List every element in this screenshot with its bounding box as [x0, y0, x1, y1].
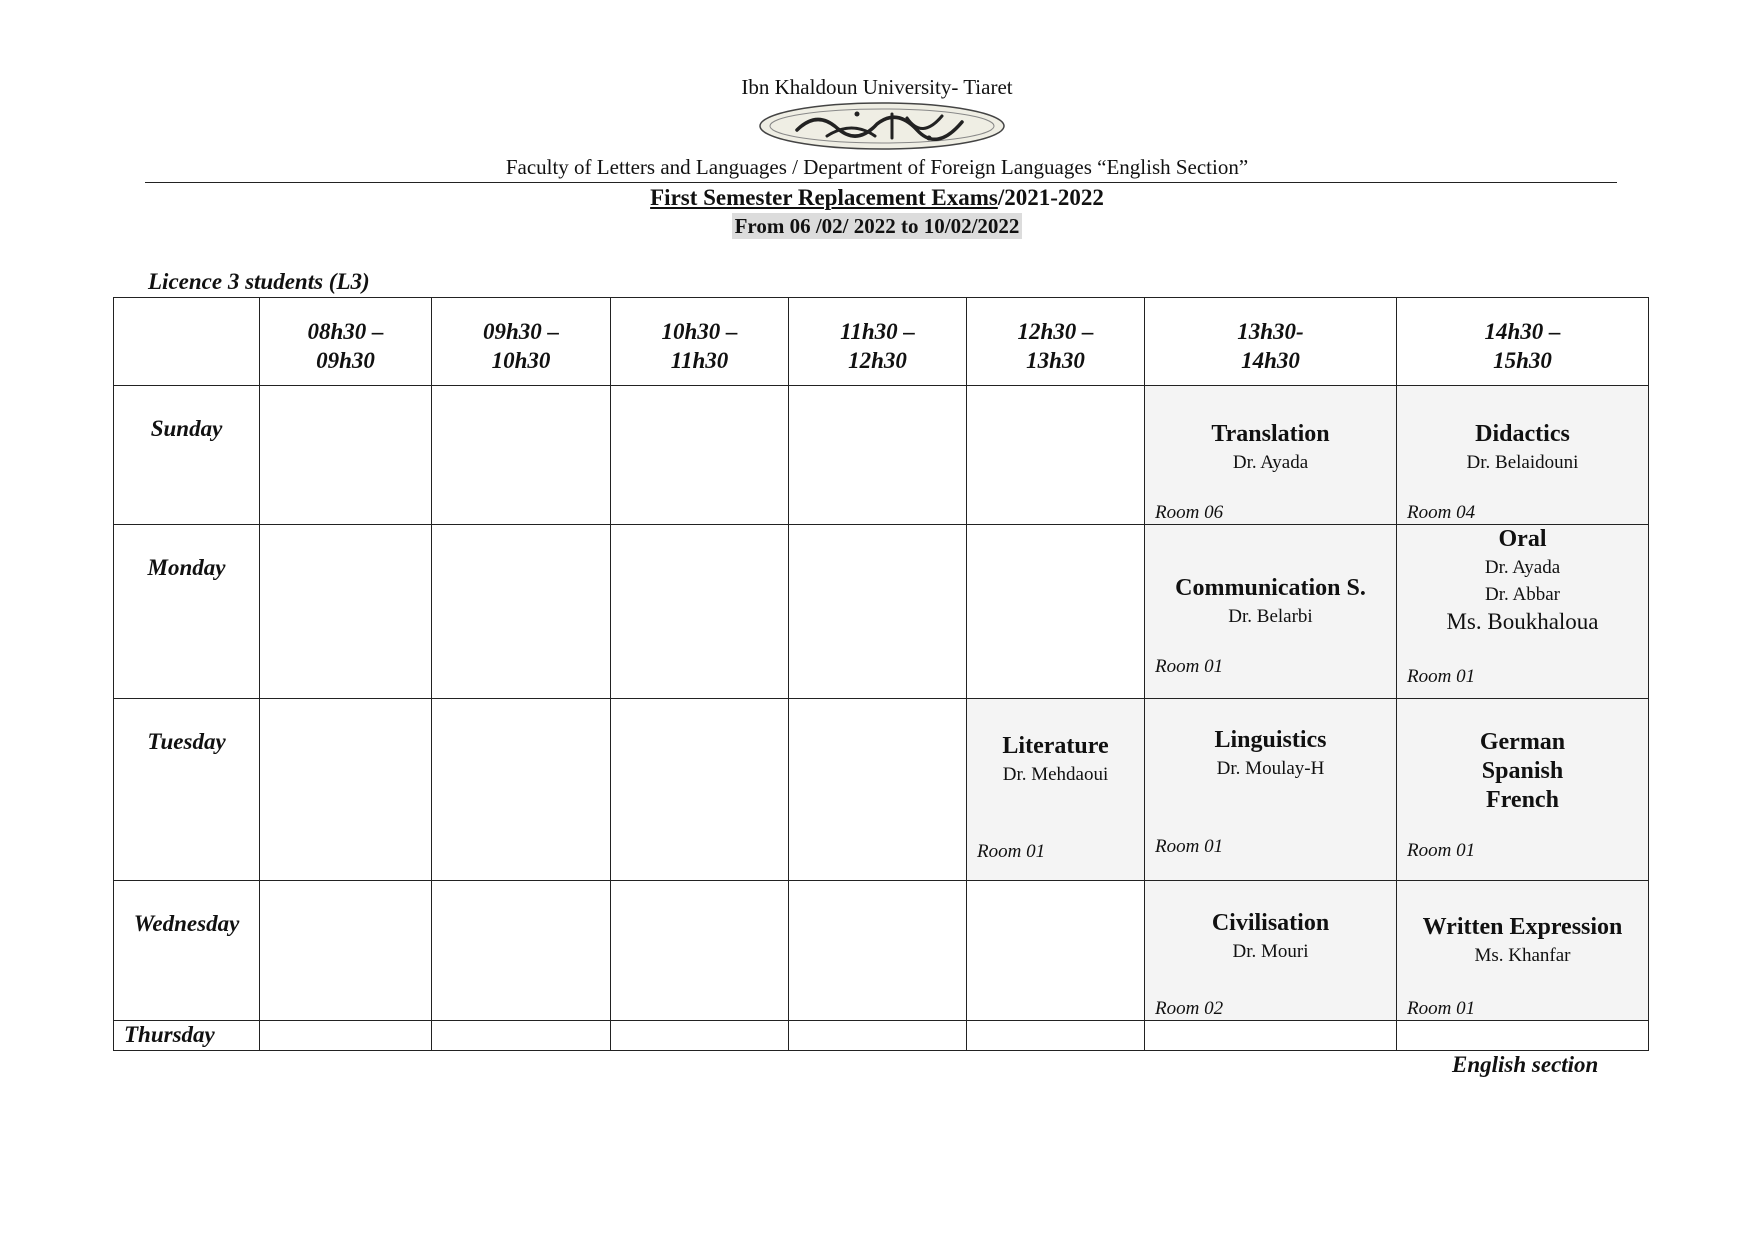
exam-cell — [1145, 881, 1397, 1021]
empty-cell — [789, 525, 967, 699]
exam-subject: Literature — [1002, 733, 1109, 759]
exam-teacher: Dr. Mouri — [1232, 941, 1309, 962]
empty-cell — [260, 525, 432, 699]
empty-cell — [432, 699, 611, 881]
day-label: Sunday — [114, 386, 260, 525]
exam-room: Room 01 — [1407, 666, 1476, 687]
table-row — [114, 525, 1649, 699]
exam-subject: Written Expression — [1422, 914, 1623, 940]
exam-subject: Communication S. — [1175, 575, 1366, 601]
empty-cell — [789, 1021, 967, 1051]
table-row — [114, 881, 1649, 1021]
exam-teacher: Dr. Belaidouni — [1466, 452, 1579, 473]
exam-subject: Linguistics — [1214, 727, 1327, 753]
exam-room: Room 06 — [1155, 502, 1224, 523]
exam-subject: Didactics — [1475, 421, 1570, 447]
exam-room: Room 01 — [1155, 656, 1224, 677]
exam-subject: Translation — [1211, 421, 1330, 447]
table-row — [114, 699, 1649, 881]
empty-cell — [967, 386, 1145, 525]
page-title — [0, 185, 1754, 211]
time-slot-header: 11h30 – 12h30 — [789, 298, 967, 386]
empty-cell — [967, 1021, 1145, 1051]
empty-cell — [967, 881, 1145, 1021]
empty-cell — [432, 881, 611, 1021]
day-label: Tuesday — [114, 699, 260, 881]
time-slot-header: 14h30 – 15h30 — [1397, 298, 1649, 386]
time-slot-header: 09h30 – 10h30 — [432, 298, 611, 386]
empty-cell — [789, 699, 967, 881]
time-slot-header: 13h30- 14h30 — [1145, 298, 1397, 386]
exam-cell — [1145, 525, 1397, 699]
table-row — [114, 386, 1649, 525]
exam-teacher: Ms. Boukhaloua — [1446, 609, 1599, 634]
exam-subject-line: Spanish — [1481, 758, 1564, 784]
day-label: Thursday — [114, 1021, 260, 1051]
exam-subject: Civilisation — [1211, 910, 1330, 936]
exam-cell — [1397, 881, 1649, 1021]
exam-room: Room 01 — [977, 841, 1046, 862]
university-name: Ibn Khaldoun University- Tiaret — [741, 75, 1013, 99]
time-slot-header: 12h30 – 13h30 — [967, 298, 1145, 386]
exam-teacher: Dr. Moulay-H — [1216, 758, 1325, 779]
exam-teacher: Dr. Belarbi — [1228, 606, 1313, 627]
exam-room: Room 01 — [1407, 840, 1476, 861]
exam-teacher: Dr. Ayada — [1232, 452, 1309, 473]
empty-cell — [1145, 1021, 1397, 1051]
corner-cell — [114, 298, 260, 386]
empty-cell — [611, 525, 789, 699]
time-slot-header: 10h30 – 11h30 — [611, 298, 789, 386]
exam-room: Room 01 — [1407, 998, 1476, 1019]
empty-cell — [260, 1021, 432, 1051]
exam-teacher: Dr. Abbar — [1485, 584, 1560, 605]
exam-teacher: Dr. Ayada — [1484, 557, 1561, 578]
exam-cell — [1397, 386, 1649, 525]
exam-dates-row — [0, 213, 1754, 239]
title-year: /2021-2022 — [997, 185, 1104, 210]
empty-cell — [260, 881, 432, 1021]
empty-cell — [611, 699, 789, 881]
title-main: First Semester Replacement Exams — [650, 185, 998, 210]
empty-cell — [432, 386, 611, 525]
empty-cell — [432, 1021, 611, 1051]
day-label: Monday — [114, 525, 260, 699]
empty-cell — [611, 1021, 789, 1051]
empty-cell — [967, 525, 1145, 699]
header-divider — [145, 182, 1617, 183]
exam-cell — [1145, 386, 1397, 525]
exam-schedule-table — [113, 297, 1649, 1051]
exam-subject-line: French — [1486, 787, 1559, 813]
exam-cell — [1397, 525, 1649, 699]
exam-subject: Oral — [1498, 526, 1547, 552]
exam-dates: From 06 /02/ 2022 to 10/02/2022 — [732, 213, 1023, 239]
day-label: Wednesday — [114, 881, 260, 1021]
exam-cell — [1145, 699, 1397, 881]
exam-cell — [1397, 699, 1649, 881]
time-slot-header: 08h30 – 09h30 — [260, 298, 432, 386]
university-seal-icon — [757, 100, 1007, 152]
time-header-row — [114, 298, 1649, 386]
empty-cell — [1397, 1021, 1649, 1051]
exam-cell — [967, 699, 1145, 881]
student-level: Licence 3 students (L3) — [148, 269, 370, 294]
empty-cell — [611, 881, 789, 1021]
empty-cell — [789, 881, 967, 1021]
exam-subject-line: German — [1479, 729, 1566, 755]
empty-cell — [611, 386, 789, 525]
footer-signature: English section — [1452, 1052, 1599, 1077]
exam-teacher: Ms. Khanfar — [1474, 945, 1571, 966]
table-row — [114, 1021, 1649, 1051]
empty-cell — [260, 386, 432, 525]
exam-teacher: Dr. Mehdaoui — [1002, 764, 1109, 785]
empty-cell — [789, 386, 967, 525]
exam-room: Room 01 — [1155, 836, 1224, 857]
exam-room: Room 04 — [1407, 502, 1476, 523]
empty-cell — [260, 699, 432, 881]
empty-cell — [432, 525, 611, 699]
faculty-department: Faculty of Letters and Languages / Department of Foreign Languages “English Section” — [505, 155, 1249, 179]
exam-room: Room 02 — [1155, 998, 1224, 1019]
